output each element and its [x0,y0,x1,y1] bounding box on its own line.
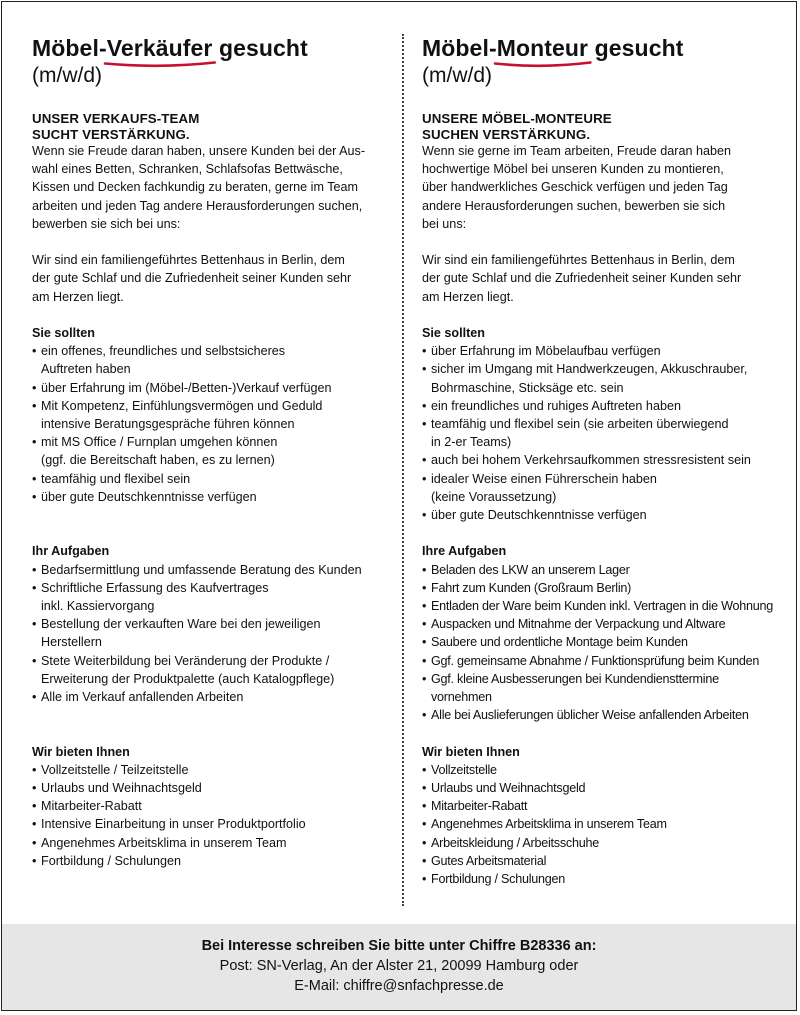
assembler-title [422,34,778,62]
list-item: • Vollzeitstelle [422,761,778,779]
assembler-offer-list [422,761,778,888]
contact-footer [2,924,796,1010]
list-item: • ein offenes, freundliches und selbstsicheres Auftreten haben [32,342,384,378]
list-item: • Mitarbeiter-Rabatt [422,797,778,815]
sales-title [32,34,384,62]
list-item: • Beladen des LKW an unserem Lager [422,561,778,579]
title-suffix: gesucht [212,35,308,61]
list-item: • teamfähig und flexibel sein (sie arbeiten überwiegend in 2-er Teams) [422,415,778,451]
list-item: • auch bei hohem Verkehrsaufkommen stressresistent sein [422,451,778,469]
sales-tasks-heading: Ihr Aufgaben [32,544,110,559]
list-item: • ein freundliches und ruhiges Auftreten haben [422,397,778,415]
column-divider [402,34,404,906]
list-item: • Ggf. kleine Ausbesserungen bei Kundendiensttermine vornehmen [422,670,778,706]
title-prefix: Möbel- [32,35,107,61]
list-item: • Alle bei Auslieferungen üblicher Weise anfallenden Arbeiten [422,706,778,724]
intro-heading-line: SUCHEN VERSTÄRKUNG. [422,126,591,142]
assembler-column [422,34,778,888]
list-item: • Fahrt zum Kunden (Großraum Berlin) [422,579,778,597]
title-prefix: Möbel- [422,35,497,61]
list-item: • Stete Weiterbildung bei Veränderung der Produkte / Erweiterung der Produktpalette (auch Katalogpflege) [32,652,384,688]
text-line: wahl eines Betten, Schranken, Schlafsofas Bettwäsche, [32,162,343,177]
sales-offer-list [32,761,384,870]
text-line: Wenn sie gerne im Team arbeiten, Freude daran haben [422,144,731,158]
text-line: der gute Schlaf und die Zufriedenheit seiner Kunden sehr [422,271,742,286]
sales-requirements-list [32,342,384,506]
footer-email[interactable]: E-Mail: chiffre@snfachpresse.de [294,978,504,994]
list-item: • über Erfahrung im Möbelaufbau verfügen [422,342,778,360]
text-line: Wenn sie Freude daran haben, unsere Kunden bei der Aus- [32,144,366,158]
text-line: bewerben sie sich bei uns: [32,216,181,231]
list-item: • mit MS Office / Furnplan umgehen können (ggf. die Bereitschaft haben, es zu lernen) [32,433,384,469]
list-item: • Mitarbeiter-Rabatt [32,797,384,815]
assembler-requirements-heading: Sie sollten [422,326,485,340]
list-item: • idealer Weise einen Führerschein haben (keine Voraussetzung) [422,470,778,506]
assembler-tasks-heading: Ihre Aufgaben [422,544,507,559]
intro-heading-line: SUCHT VERSTÄRKUNG. [32,126,190,142]
text-line: arbeiten und jeden Tag andere Herausforderungen suchen, [32,198,363,213]
footer-cta: Bei Interesse schreiben Sie bitte unter Chiffre B28336 an: [201,938,597,954]
list-item: • Angenehmes Arbeitsklima in unserem Team [32,834,384,852]
text-line: über handwerkliches Geschick verfügen und jeden Tag [422,180,728,195]
sales-tasks-list [32,561,384,707]
job-advertisement [1,1,797,1011]
list-item: • Gutes Arbeitsmaterial [422,852,778,870]
list-item: • Auspacken und Mitnahme der Verpackung und Altware [422,615,778,633]
list-item: • über gute Deutschkenntnisse verfügen [422,506,778,524]
sales-offer-heading: Wir bieten Ihnen [32,744,130,759]
list-item: • Intensive Einarbeitung in unser Produktportfolio [32,815,384,833]
text-line: Wir sind ein familiengeführtes Bettenhaus in Berlin, dem [32,253,345,268]
list-item: • Entladen der Ware beim Kunden inkl. Vertragen in die Wohnung [422,597,778,615]
list-item: • Saubere und ordentliche Montage beim Kunden [422,633,778,651]
list-item: • Schriftliche Erfassung des Kaufvertrages inkl. Kassiervorgang [32,579,384,615]
assembler-about-text [422,251,778,306]
title-highlight-word: Monteur [496,35,589,61]
swoosh-underline-icon [495,61,590,68]
sales-column [32,34,384,870]
assembler-subtitle: (m/w/d) [422,64,492,87]
list-item: • Fortbildung / Schulungen [422,870,778,888]
list-item: • Urlaubs und Weihnachtsgeld [32,779,384,797]
list-item: • über gute Deutschkenntnisse verfügen [32,488,384,506]
list-item: • Alle im Verkauf anfallenden Arbeiten [32,688,384,706]
sales-intro-heading [32,111,384,142]
intro-heading-line: UNSERE MÖBEL-MONTEURE [422,111,612,126]
assembler-requirements-list [422,342,778,524]
swoosh-underline-icon [105,61,215,68]
list-item: • sicher im Umgang mit Handwerkzeugen, Akkuschrauber, Bohrmaschine, Sticksäge etc. sein [422,360,778,396]
list-item: • Mit Kompetenz, Einfühlungsvermögen und Geduld intensive Beratungsgespräche führen können [32,397,384,433]
sales-intro-text [32,142,384,233]
list-item: • Bedarfsermittlung und umfassende Beratung des Kunden [32,561,384,579]
sales-about-text [32,251,384,306]
text-line: Wir sind ein familiengeführtes Bettenhaus in Berlin, dem [422,253,735,268]
list-item: • teamfähig und flexibel sein [32,470,384,488]
assembler-tasks-list [422,561,778,725]
text-line: am Herzen liegt. [422,289,514,304]
text-line: hochwertige Möbel bei unseren Kunden zu montieren, [422,162,724,177]
title-highlight [107,34,213,62]
title-suffix: gesucht [588,35,684,61]
text-line: Kissen und Decken fachkundig zu beraten, gerne im Team [32,180,358,195]
text-line: der gute Schlaf und die Zufriedenheit seiner Kunden sehr [32,271,352,286]
assembler-offer-heading: Wir bieten Ihnen [422,744,520,759]
list-item: • Fortbildung / Schulungen [32,852,384,870]
list-item: • Urlaubs und Weihnachtsgeld [422,779,778,797]
list-item: • Vollzeitstelle / Teilzeitstelle [32,761,384,779]
assembler-intro-heading [422,111,778,142]
intro-heading-line: UNSER VERKAUFS-TEAM [32,111,200,126]
text-line: bei uns: [422,216,467,231]
sales-subtitle: (m/w/d) [32,64,102,87]
title-highlight [497,34,588,62]
title-highlight-word: Verkäufer [106,35,213,61]
list-item: • Arbeitskleidung / Arbeitsschuhe [422,834,778,852]
list-item: • Bestellung der verkauften Ware bei den jeweiligen Herstellern [32,615,384,651]
footer-post-address: Post: SN-Verlag, An der Alster 21, 20099 Hamburg oder [219,958,579,974]
sales-requirements-heading: Sie sollten [32,326,95,340]
list-item: • Angenehmes Arbeitsklima in unserem Team [422,815,778,833]
list-item: • Ggf. gemeinsame Abnahme / Funktionsprüfung beim Kunden [422,652,778,670]
list-item: • über Erfahrung im (Möbel-/Betten-)Verkauf verfügen [32,379,384,397]
text-line: andere Herausforderungen suchen, bewerben sie sich [422,198,726,213]
assembler-intro-text [422,142,778,233]
text-line: am Herzen liegt. [32,289,124,304]
